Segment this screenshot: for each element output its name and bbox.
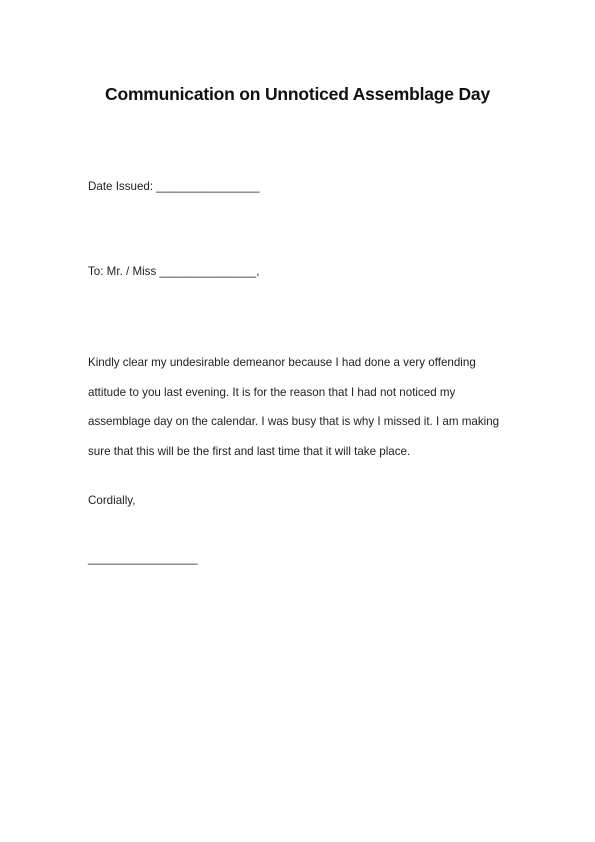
document-title: Communication on Unnoticed Assemblage Day bbox=[105, 84, 490, 104]
date-issued-line: Date Issued: ________________ bbox=[88, 180, 260, 193]
body-line: sure that this will be the first and last time that it will take place. bbox=[88, 444, 411, 458]
body-line: Kindly clear my undesirable demeanor because I had done a very offending bbox=[88, 356, 476, 369]
recipient-line: To: Mr. / Miss _______________, bbox=[88, 265, 260, 278]
closing-line: Cordially, bbox=[88, 494, 136, 507]
letter-body bbox=[88, 348, 518, 466]
body-line: assemblage day on the calendar. I was busy that is why I missed it. I am making bbox=[88, 415, 500, 428]
signature-line: _________________ bbox=[88, 552, 198, 565]
body-line: attitude to you last evening. It is for the reason that I had not noticed my bbox=[88, 385, 456, 399]
